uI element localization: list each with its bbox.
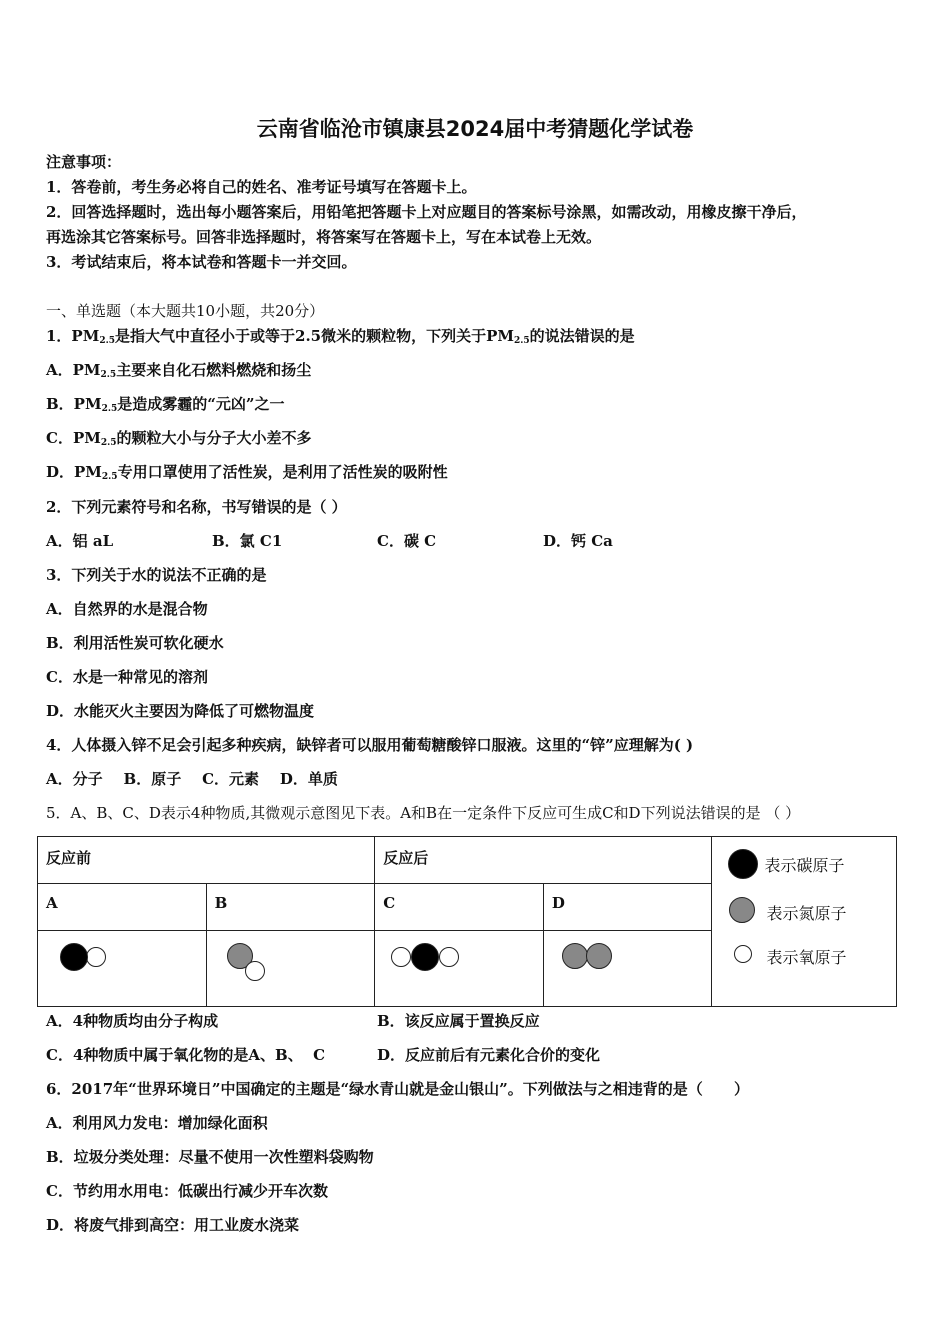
q5-option-b: B．该反应属于置换反应 (377, 1012, 540, 1030)
col-a-label: A (46, 894, 58, 912)
col-b-label: B (214, 894, 228, 912)
header-before: 反应前 (46, 849, 92, 867)
col-d-label: D (551, 894, 565, 912)
q1-option-c: C．$PM_{2.5}$的颗粒大小与分子大小差不多 (46, 429, 312, 448)
nitrogen-atom-icon (562, 943, 588, 969)
carbon-atom-icon (411, 943, 439, 971)
q5-option-c: C．4种物质中属于氧化物的是A、B、 C (46, 1046, 326, 1064)
q3-option-b: B．利用活性炭可软化硬水 (46, 634, 224, 652)
q5-option-a: A．4种物质均由分子构成 (46, 1012, 219, 1030)
q4-stem: 4．人体摄入锌不足会引起多种疾病，缺锌者可以服用葡萄糖酸锌口服液。这里的“锌”应理解为( ) (46, 736, 694, 754)
q4-options: A．分子 B．原子 C．元素 D．单质 (46, 770, 338, 788)
molecule-a (38, 931, 207, 1007)
notice-item-3: 3．考试结束后，将本试卷和答题卡一并交回。 (46, 253, 357, 271)
molecule-d (543, 931, 712, 1007)
oxygen-atom-icon (734, 945, 752, 963)
q3-option-c: C．水是一种常见的溶剂 (46, 668, 208, 686)
q6-stem: 6．2017年“世界环境日”中国确定的主题是“绿水青山就是金山银山”。下列做法与之相违背的是（ ） (46, 1080, 750, 1098)
legend-cell (712, 837, 897, 1007)
section-heading: 一、单选题（本大题共10小题，共20分） (46, 302, 325, 320)
q2-option-c: C．碳 C (377, 532, 437, 550)
q2-option-a: A．铝 aL (46, 532, 114, 550)
q5-option-d: D．反应前后有元素化合价的变化 (377, 1046, 601, 1064)
oxygen-atom-icon (439, 947, 459, 967)
q6-option-d: D．将废气排到高空：用工业废水浇菜 (46, 1216, 300, 1234)
oxygen-atom-icon (391, 947, 411, 967)
q5-stem: 5．A、B、C、D表示4种物质,其微观示意图见下表。A和B在一定条件下反应可生成C和D下列说法错误的是 （ ） (46, 804, 801, 822)
page-title: 云南省临沧市镇康县2024届中考猜题化学试卷 (256, 117, 694, 141)
molecule-c (375, 931, 544, 1007)
reaction-table (37, 836, 897, 1007)
carbon-atom-icon (60, 943, 88, 971)
carbon-atom-icon (728, 849, 758, 879)
molecule-b (206, 931, 375, 1007)
nitrogen-atom-icon (586, 943, 612, 969)
q1-option-d: D．$PM_{2.5}$专用口罩使用了活性炭，是利用了活性炭的吸附性 (46, 463, 448, 482)
notice-heading: 注意事项： (46, 153, 122, 171)
nitrogen-atom-icon (729, 897, 755, 923)
q2-stem: 2．下列元素符号和名称，书写错误的是（ ） (46, 498, 347, 516)
notice-item-1: 1．答卷前，考生务必将自己的姓名、准考证号填写在答题卡上。 (46, 178, 477, 196)
q3-option-a: A．自然界的水是混合物 (46, 600, 208, 618)
q1-option-a: A．$PM_{2.5}$主要来自化石燃料燃烧和扬尘 (46, 361, 312, 380)
notice-item-2-cont: 再选涂其它答案标号。回答非选择题时，将答案写在答题卡上，写在本试卷上无效。 (46, 228, 602, 246)
col-c-label: C (383, 894, 396, 912)
oxygen-atom-icon (245, 961, 265, 981)
q6-option-c: C．节约用水用电：低碳出行减少开车次数 (46, 1182, 328, 1200)
q3-option-d: D．水能灭火主要因为降低了可燃物温度 (46, 702, 315, 720)
q3-stem: 3．下列关于水的说法不正确的是 (46, 566, 267, 584)
legend-nitrogen: 表示氮原子 (766, 904, 847, 923)
q1-option-b: B．$PM_{2.5}$是造成雾霾的“元凶”之一 (46, 395, 285, 414)
legend-carbon: 表示碳原子 (764, 856, 845, 875)
oxygen-atom-icon (86, 947, 106, 967)
notice-item-2: 2．回答选择题时，选出每小题答案后，用铅笔把答题卡上对应题目的答案标号涂黑，如需改动，用橡皮擦干净后， (46, 203, 807, 221)
q2-option-b: B．氯 C1 (212, 532, 283, 550)
q1-stem: 1．$PM_{2.5}$是指大气中直径小于或等于2.5微米的颗粒物，下列关于$PM_{2.5}$的说法错误的是 (46, 327, 635, 346)
legend-oxygen: 表示氧原子 (766, 948, 847, 967)
q2-option-d: D．钙 Ca (543, 532, 613, 550)
q6-option-a: A．利用风力发电：增加绿化面积 (46, 1114, 268, 1132)
header-after: 反应后 (383, 849, 429, 867)
q6-option-b: B．垃圾分类处理：尽量不使用一次性塑料袋购物 (46, 1148, 374, 1166)
